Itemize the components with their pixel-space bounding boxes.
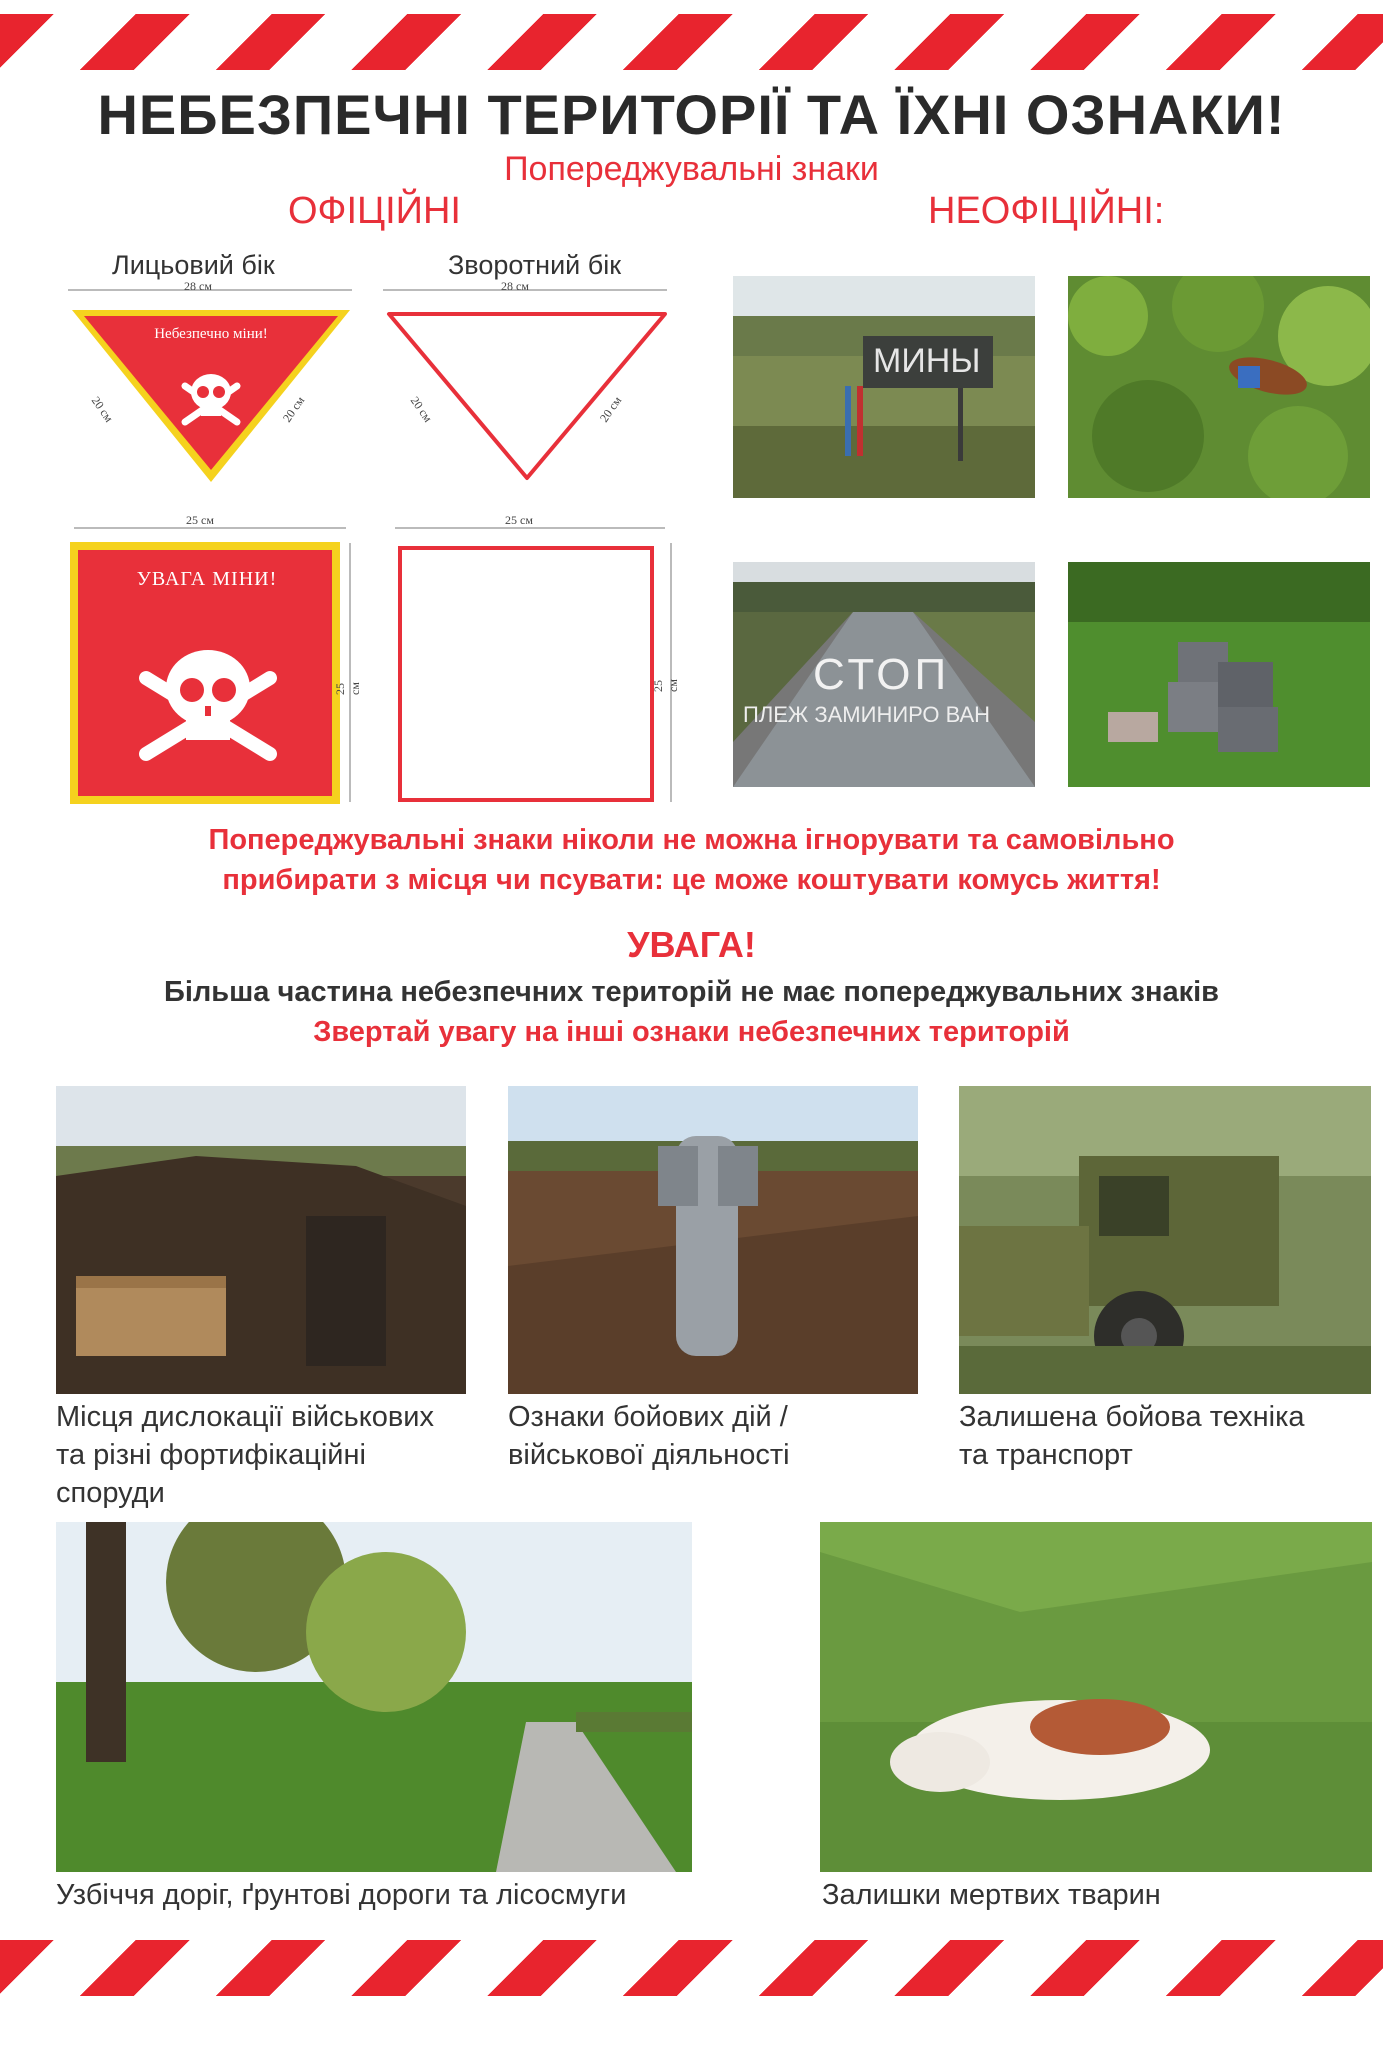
caption-vehicles-1: Залишена бойова техніка <box>959 1401 1305 1433</box>
attention-line-1: Більша частина небезпечних територій не має попереджувальних знаків <box>163 976 1219 1008</box>
dim-right-25: 25 см <box>333 682 362 695</box>
caption-fortifications-1: Місця дислокації військових <box>56 1401 434 1433</box>
photo-fortifications <box>56 1086 466 1394</box>
dim-top-28: 28 см <box>184 279 212 293</box>
dim-right-20: 20 см <box>279 393 308 425</box>
square-sign-text: УВАГА МІНИ! <box>136 568 278 590</box>
dim-left-20: 20 см <box>88 393 117 425</box>
front-triangle-sign <box>60 279 360 490</box>
attention-heading: УВАГА! <box>627 924 756 965</box>
stop-subtext: ПЛЕЖ ЗАМИНИРО ВАН <box>743 702 991 727</box>
miny-sign-text: МИНЫ <box>873 342 981 380</box>
caption-fortifications-2: та різні фортифікаційні <box>56 1439 366 1471</box>
caption-vehicles-2: та транспорт <box>959 1439 1133 1471</box>
photo-roadside <box>56 1522 692 1872</box>
top-hazard-stripe <box>0 14 1383 70</box>
photo-bottle-in-bushes <box>1068 276 1370 498</box>
photo-dead-animal <box>820 1522 1372 1872</box>
bottom-hazard-stripe <box>0 1940 1383 1996</box>
stop-text: СТОП <box>813 650 951 699</box>
back-triangle-sign <box>375 279 675 490</box>
back-side-label: Зворотний бік <box>448 250 622 280</box>
warning-line-2: прибирати з місця чи псувати: це може коштувати комусь життя! <box>222 864 1161 896</box>
front-square-sign <box>60 508 360 808</box>
dim-right-20: 20 см <box>596 393 625 425</box>
front-side-label: Лицьовий бік <box>112 250 275 280</box>
dim-right-25: 25 см <box>651 679 680 692</box>
dim-top-25: 25 см <box>505 513 533 527</box>
page-title: НЕБЕЗПЕЧНІ ТЕРИТОРІЇ ТА ЇХНІ ОЗНАКИ! <box>97 83 1286 146</box>
back-square-sign <box>375 508 680 808</box>
photo-rocket-remains <box>508 1086 918 1394</box>
dim-top-28: 28 см <box>501 279 529 293</box>
photo-abandoned-vehicle <box>959 1086 1371 1394</box>
photo-stacked-bricks <box>1068 562 1370 787</box>
attention-line-2: Звертай увагу на інші ознаки небезпечних територій <box>313 1016 1070 1048</box>
caption-dead-animals: Залишки мертвих тварин <box>822 1879 1161 1911</box>
dim-left-20: 20 см <box>407 393 436 425</box>
triangle-sign-text: Небезпечно міни! <box>154 326 268 342</box>
photo-miny-sign <box>733 276 1035 498</box>
photo-stop-on-road <box>733 562 1035 787</box>
caption-combat-2: військової діяльності <box>508 1439 790 1471</box>
dim-top-25: 25 см <box>186 513 214 527</box>
official-label: ОФІЦІЙНІ <box>288 190 461 232</box>
warning-line-1: Попереджувальні знаки ніколи не можна ігнорувати та самовільно <box>208 824 1175 856</box>
unofficial-label: НЕОФІЦІЙНІ: <box>928 190 1165 232</box>
caption-fortifications-3: споруди <box>56 1477 165 1509</box>
caption-combat-1: Ознаки бойових дій / <box>508 1401 788 1433</box>
warning-signs-heading: Попереджувальні знаки <box>504 150 879 188</box>
caption-roadsides: Узбіччя доріг, ґрунтові дороги та лісосмуги <box>56 1879 627 1911</box>
